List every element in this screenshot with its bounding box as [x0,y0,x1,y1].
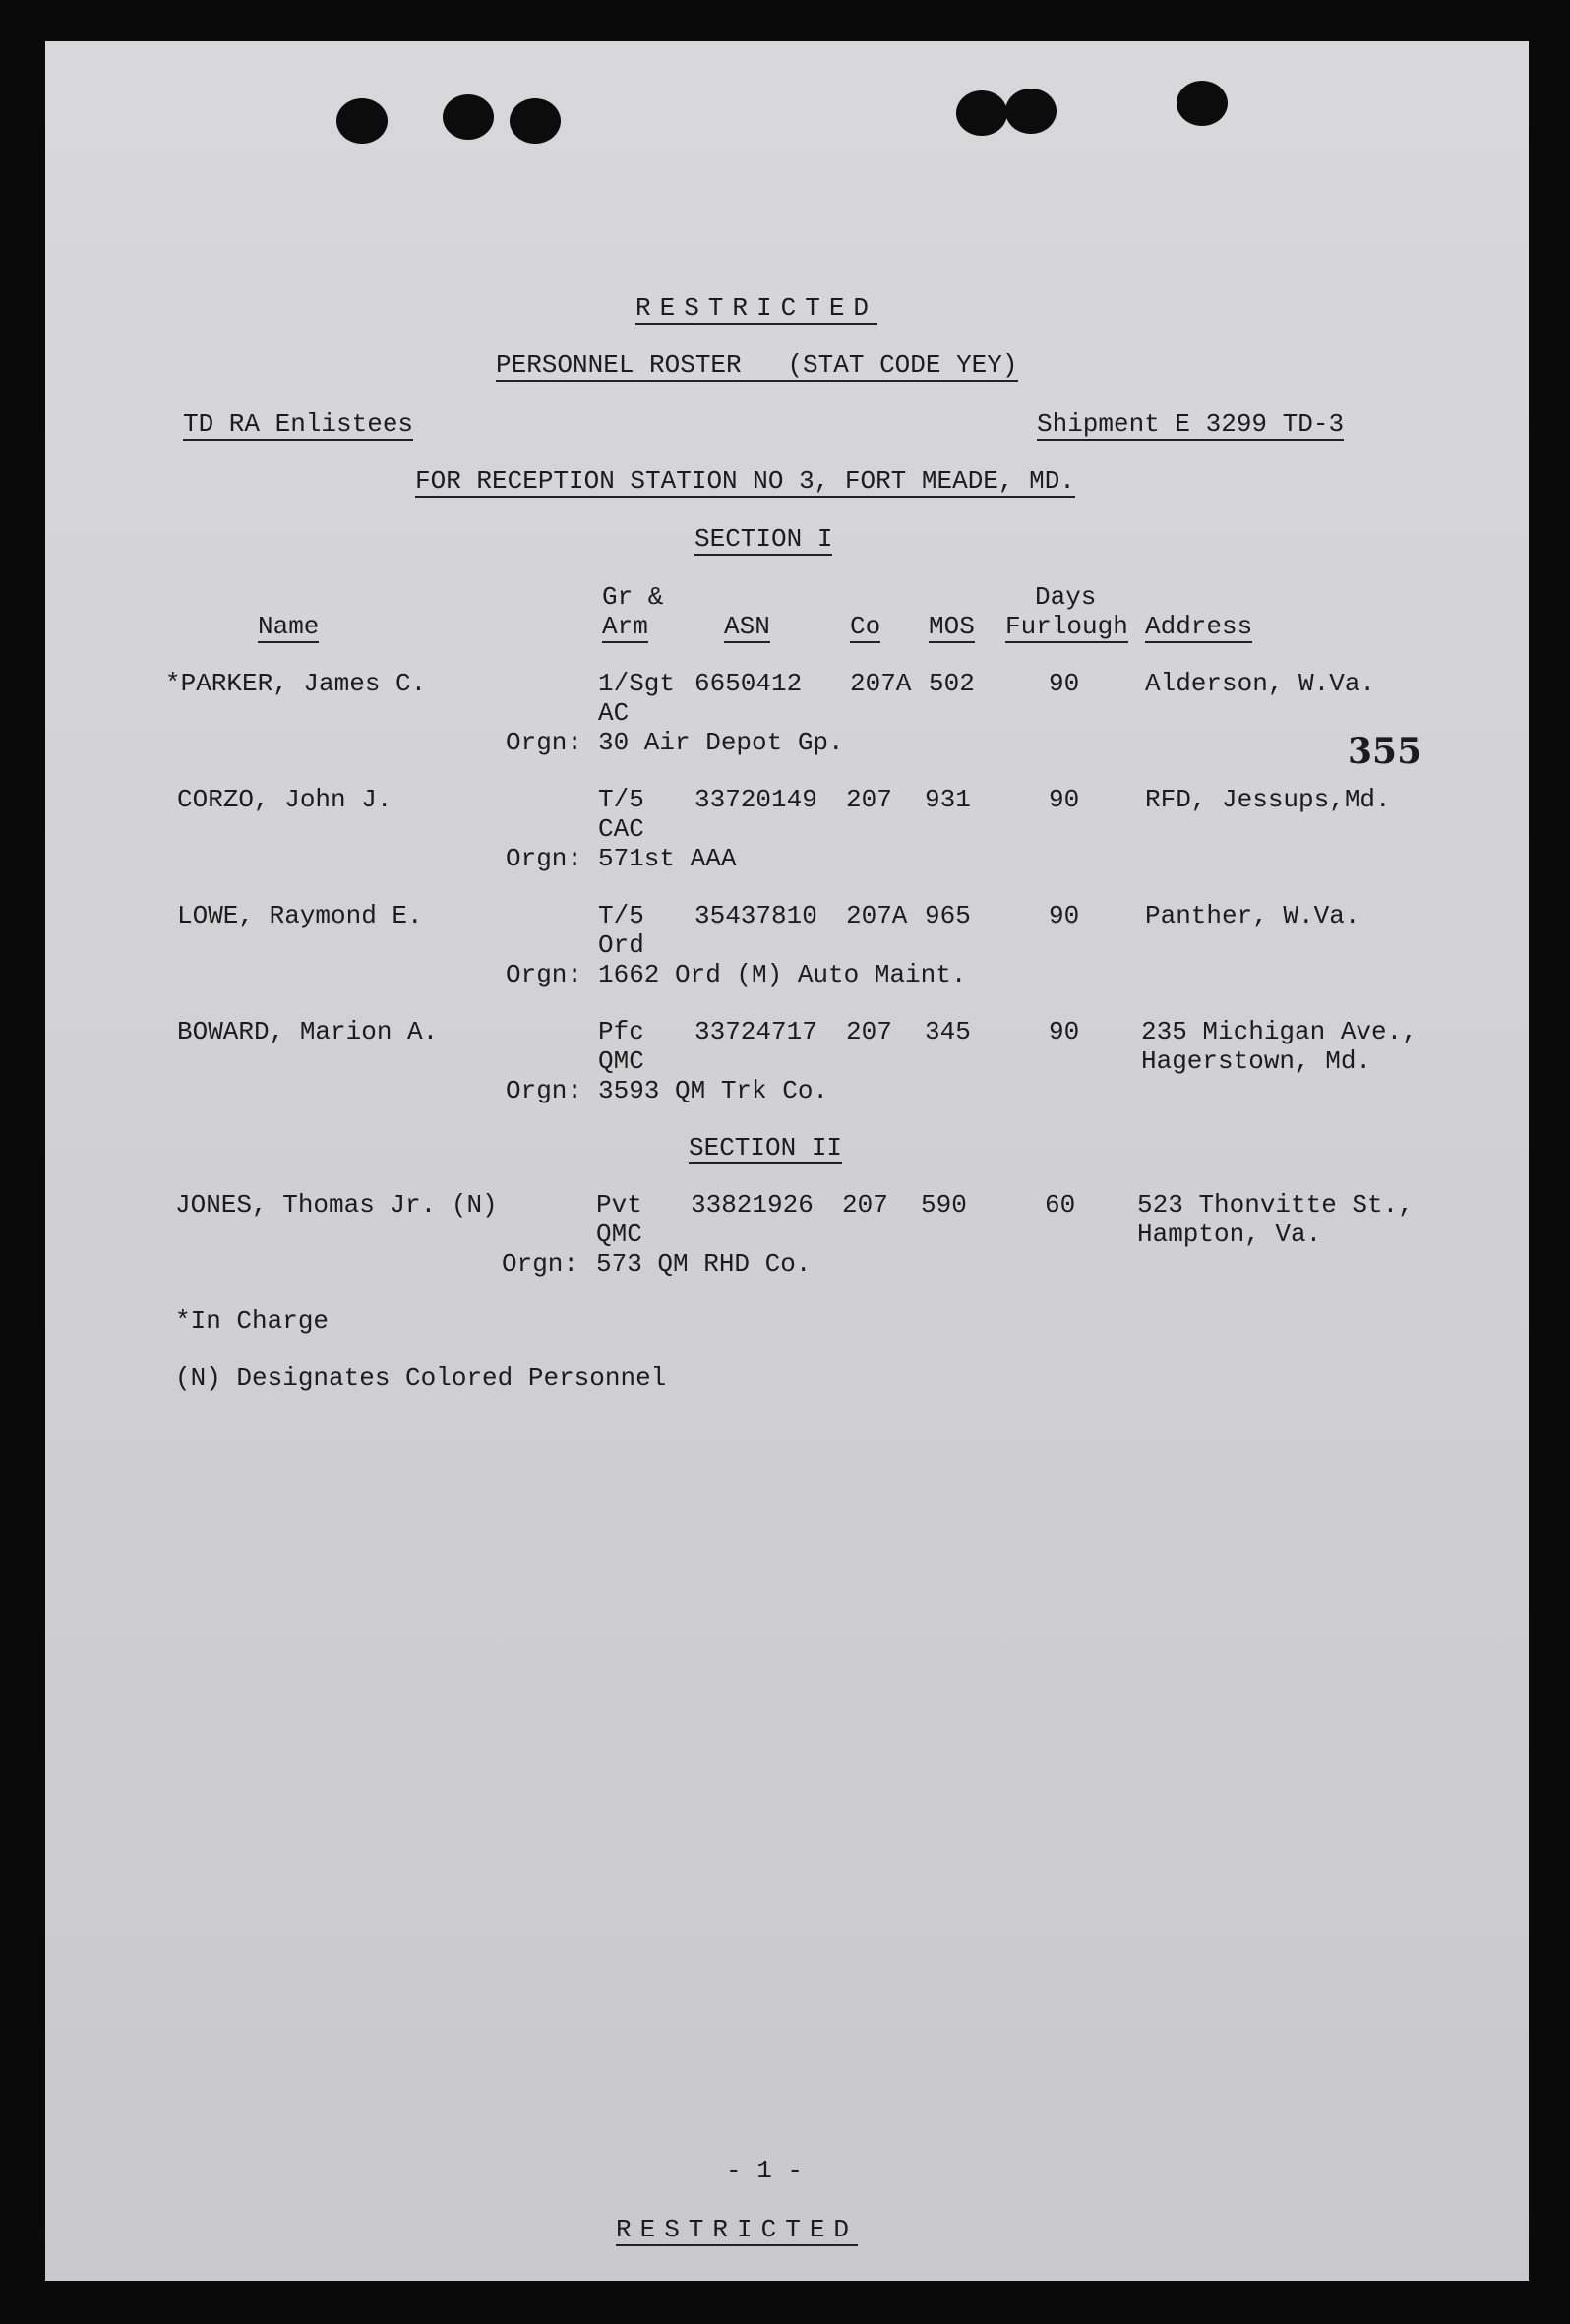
destination: FOR RECEPTION STATION NO 3, FORT MEADE, MD. [415,466,1075,496]
col-gr-arm-line1: Gr & [602,582,664,612]
row-asn: 33720149 [694,785,817,814]
orgn-label: Orgn: [506,844,583,873]
row-days: 90 [1049,785,1080,814]
punch-hole [1005,89,1057,134]
row-co: 207 [846,1017,892,1046]
row-co: 207A [846,901,908,930]
row-mos: 590 [921,1190,967,1220]
page-number: - 1 - [726,2156,804,2185]
document-page [45,41,1529,2281]
col-days-line1: Days [1035,582,1097,612]
row-mos: 345 [925,1017,971,1046]
row-grade: T/5 [598,901,644,930]
row-grade: T/5 [598,785,644,814]
row-address: Panther, W.Va. [1145,901,1360,930]
punch-hole [510,98,561,144]
note-in-charge: *In Charge [175,1306,330,1336]
col-mos: MOS [929,612,975,641]
roster-title [496,352,1018,382]
row-orgn: 3593 QM Trk Co. [598,1076,829,1105]
row-asn: 33724717 [694,1017,817,1046]
row-address: Alderson, W.Va. [1145,669,1376,698]
classification-header: RESTRICTED [635,293,878,323]
row-asn: 6650412 [694,669,803,698]
roster-title-text: PERSONNEL ROSTER [496,350,742,380]
row-address-line2: Hampton, Va. [1137,1220,1322,1249]
row-asn: 35437810 [694,901,817,930]
punch-hole [443,94,494,140]
row-arm: AC [598,698,630,728]
shipment-label: Shipment E 3299 TD-3 [1037,409,1345,439]
stat-code: (STAT CODE YEY) [787,350,1018,380]
punch-hole [336,98,388,144]
row-address: 235 Michigan Ave., [1141,1017,1418,1046]
row-mos: 502 [929,669,975,698]
row-asn: 33821926 [691,1190,814,1220]
row-co: 207A [850,669,912,698]
col-days-line2: Furlough [1005,612,1128,641]
row-mos: 965 [925,901,971,930]
row-co: 207 [842,1190,888,1220]
row-days: 90 [1049,669,1080,698]
row-name: CORZO, John J. [177,785,392,814]
punch-hole [956,90,1007,136]
row-name: *PARKER, James C. [165,669,427,698]
col-name: Name [258,612,320,641]
row-name: JONES, Thomas Jr. (N) [175,1190,498,1220]
row-arm: QMC [598,1046,644,1076]
row-days: 90 [1049,1017,1080,1046]
row-days: 60 [1045,1190,1076,1220]
row-name: LOWE, Raymond E. [177,901,423,930]
row-orgn: 1662 Ord (M) Auto Maint. [598,960,967,989]
row-address: 523 Thonvitte St., [1137,1190,1414,1220]
row-orgn: 30 Air Depot Gp. [598,728,844,757]
row-name: BOWARD, Marion A. [177,1017,439,1046]
row-grade: Pfc [598,1017,644,1046]
row-address: RFD, Jessups,Md. [1145,785,1391,814]
row-orgn: 571st AAA [598,844,737,873]
enlistees-label: TD RA Enlistees [183,409,414,439]
orgn-label: Orgn: [506,728,583,757]
page-number-stamp: 355 [1348,731,1422,772]
row-co: 207 [846,785,892,814]
section-title: SECTION II [689,1133,843,1162]
row-arm: QMC [596,1220,642,1249]
row-arm: CAC [598,814,644,844]
row-address-line2: Hagerstown, Md. [1141,1046,1372,1076]
row-mos: 931 [925,785,971,814]
note-designation: (N) Designates Colored Personnel [175,1363,667,1393]
section-title: SECTION I [694,524,833,554]
col-co: Co [850,612,881,641]
classification-footer: RESTRICTED [616,2215,859,2244]
row-arm: Ord [598,930,644,960]
col-gr-arm-line2: Arm [602,612,648,641]
col-address: Address [1145,612,1253,641]
orgn-label: Orgn: [502,1249,579,1279]
orgn-label: Orgn: [506,1076,583,1105]
punch-hole [1177,81,1228,126]
row-orgn: 573 QM RHD Co. [596,1249,812,1279]
orgn-label: Orgn: [506,960,583,989]
col-asn: ASN [724,612,770,641]
row-grade: 1/Sgt [598,669,676,698]
row-days: 90 [1049,901,1080,930]
row-grade: Pvt [596,1190,642,1220]
